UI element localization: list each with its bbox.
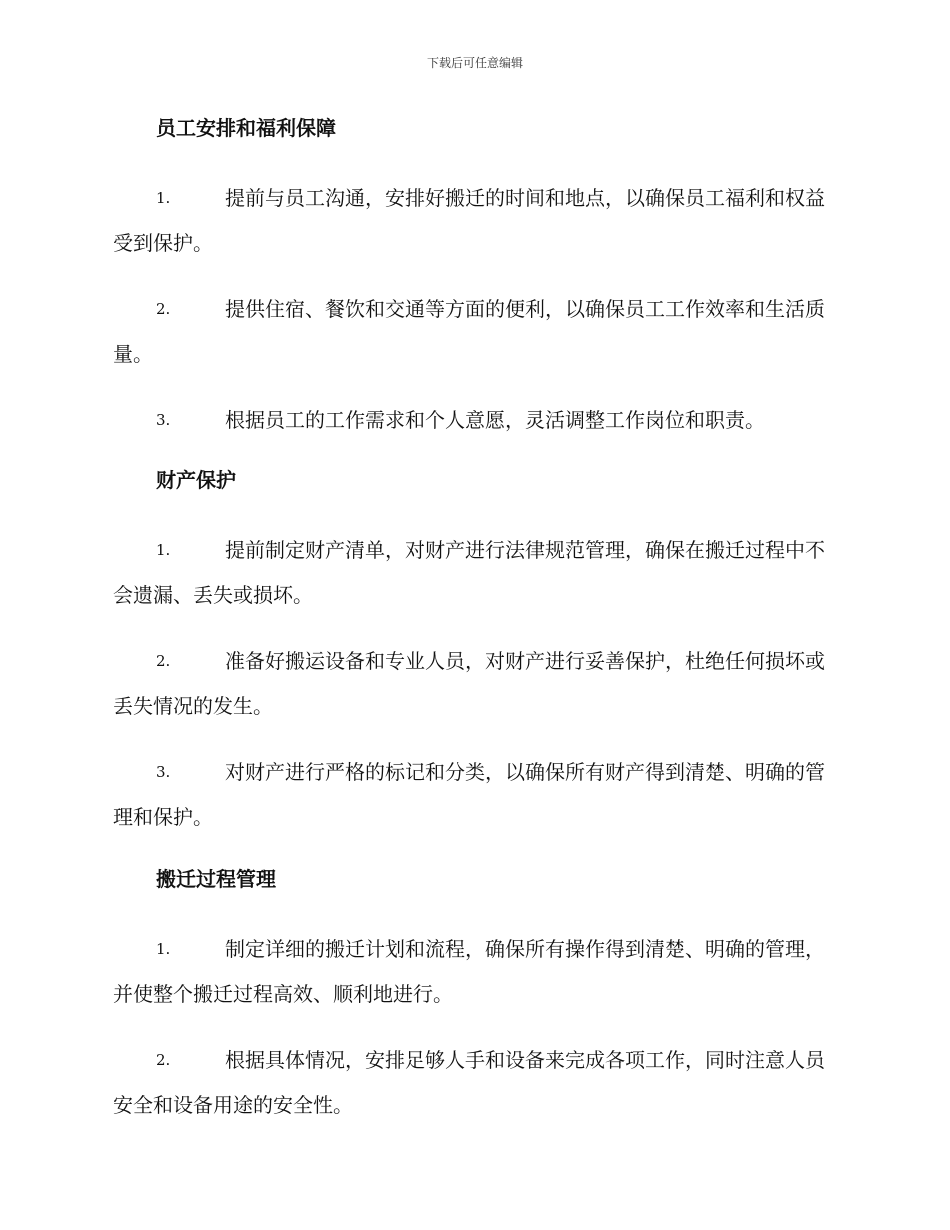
item-number: 2. bbox=[156, 652, 171, 670]
item-number: 2. bbox=[156, 1051, 171, 1069]
header-note: 下载后可任意编辑 bbox=[426, 56, 523, 70]
item-text: 准备好搬运设备和专业人员，对财产进行妥善保护，杜绝任何损坏或丢失情况的发生。 bbox=[113, 649, 825, 718]
document-body bbox=[113, 110, 835, 1149]
item-number: 3. bbox=[156, 411, 171, 429]
list-item bbox=[113, 528, 835, 618]
list-item bbox=[113, 398, 835, 443]
section-property-protection bbox=[113, 462, 835, 840]
item-text: 根据员工的工作需求和个人意愿，灵活调整工作岗位和职责。 bbox=[225, 408, 765, 432]
section-staff-arrangement bbox=[113, 110, 835, 443]
item-text: 提供住宿、餐饮和交通等方面的便利，以确保员工工作效率和生活质量。 bbox=[113, 297, 825, 366]
list-item bbox=[113, 927, 835, 1017]
list-item bbox=[113, 639, 835, 729]
item-text: 提前制定财产清单，对财产进行法律规范管理，确保在搬迁过程中不会遗漏、丢失或损坏。 bbox=[113, 538, 825, 607]
item-number: 1. bbox=[156, 541, 171, 559]
list-item bbox=[113, 750, 835, 840]
item-number: 2. bbox=[156, 300, 171, 318]
item-number: 1. bbox=[156, 189, 171, 207]
section-relocation-process bbox=[113, 861, 835, 1128]
item-text: 对财产进行严格的标记和分类，以确保所有财产得到清楚、明确的管理和保护。 bbox=[113, 760, 825, 829]
item-text: 提前与员工沟通，安排好搬迁的时间和地点，以确保员工福利和权益受到保护。 bbox=[113, 186, 825, 255]
item-text: 根据具体情况，安排足够人手和设备来完成各项工作，同时注意人员安全和设备用途的安全性。 bbox=[113, 1048, 825, 1117]
section-title: 财产保护 bbox=[156, 468, 236, 492]
section-title: 搬迁过程管理 bbox=[156, 867, 276, 891]
list-item bbox=[113, 287, 835, 377]
item-number: 3. bbox=[156, 763, 171, 781]
item-number: 1. bbox=[156, 940, 171, 958]
list-item bbox=[113, 176, 835, 266]
list-item bbox=[113, 1038, 835, 1128]
item-text: 制定详细的搬迁计划和流程，确保所有操作得到清楚、明确的管理，并使整个搬迁过程高效、顺利地进行。 bbox=[113, 937, 825, 1006]
section-title: 员工安排和福利保障 bbox=[156, 116, 336, 140]
